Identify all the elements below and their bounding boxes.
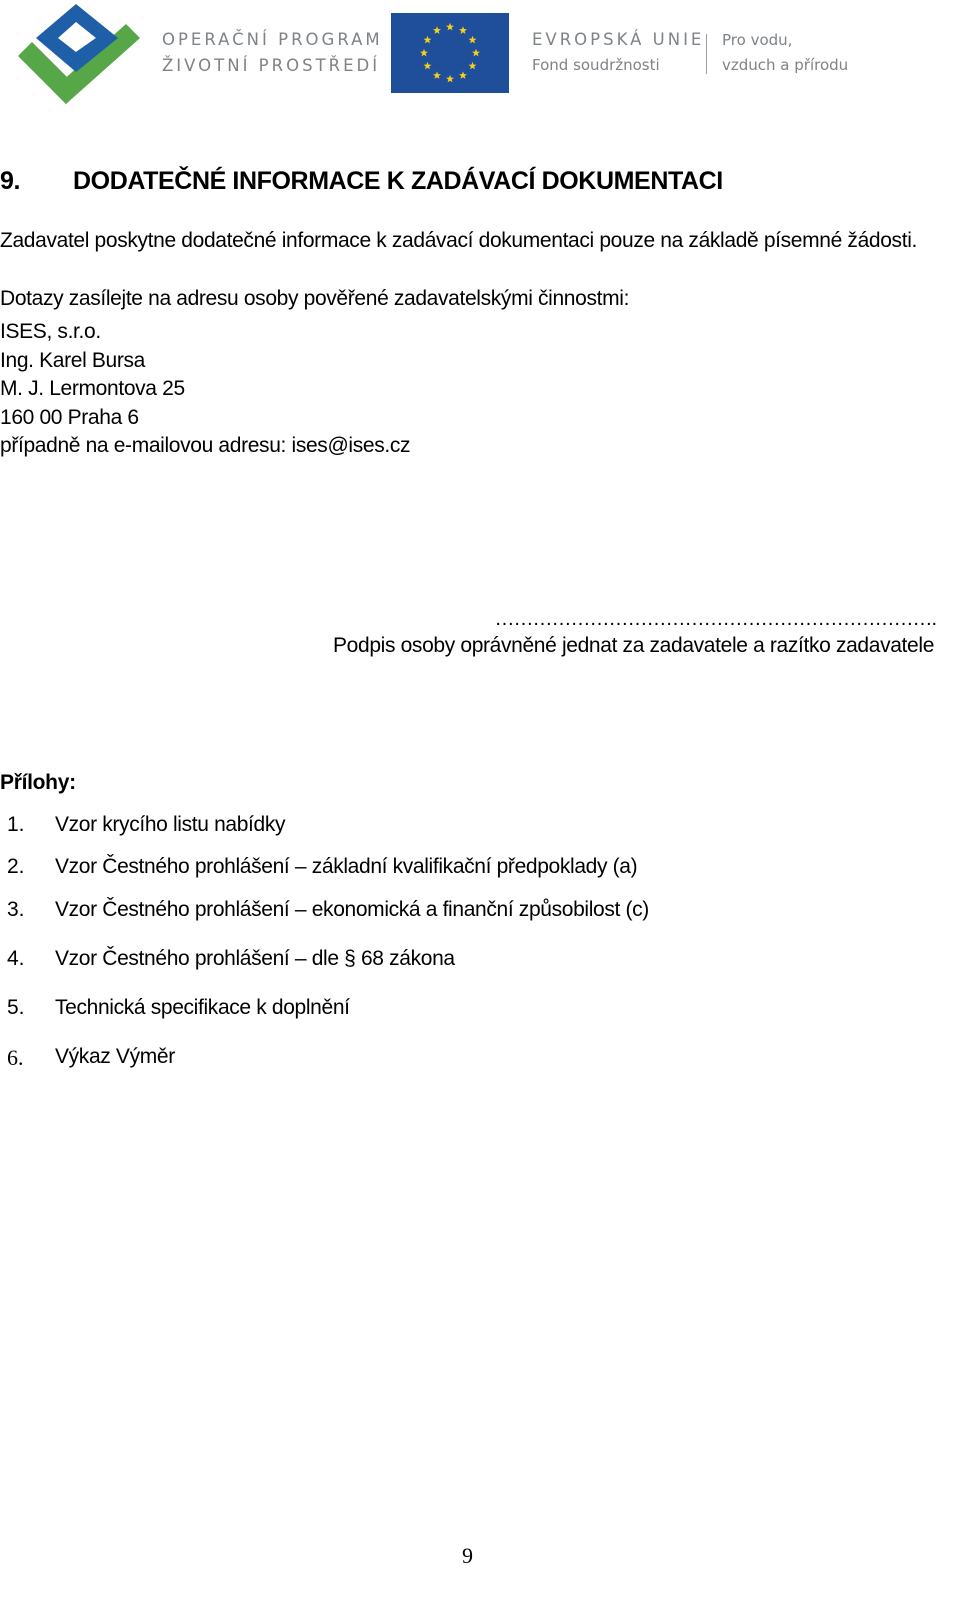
list-item-number: 5. <box>7 996 25 1019</box>
signature-caption: Podpis osoby oprávněné jednat za zadavatele a razítko zadavatele <box>333 634 935 657</box>
eu-flag-icon <box>391 13 509 93</box>
list-item: Vzor Čestného prohlášení – základní kvalifikační předpoklady (a) <box>55 855 638 878</box>
section-title: DODATEČNÉ INFORMACE K ZADÁVACÍ DOKUMENTACI <box>73 167 723 195</box>
list-item-number: 3. <box>7 898 25 921</box>
opzp-logo-icon <box>14 4 144 104</box>
list-item: Vzor Čestného prohlášení – ekonomická a finanční způsobilost (c) <box>55 898 649 921</box>
intro-paragraph: Zadavatel poskytne dodatečné informace k zadávací dokumentaci pouze na základě písemné žádosti. <box>0 229 917 252</box>
contact-person: Ing. Karel Bursa <box>0 349 145 372</box>
contact-lead: Dotazy zasílejte na adresu osoby pověřené zadavatelskými činnostmi: <box>0 287 630 310</box>
eu-title: EVROPSKÁ UNIE <box>532 30 705 49</box>
section-number: 9. <box>0 167 21 195</box>
opzp-name-line2: ŽIVOTNÍ PROSTŘEDÍ <box>162 56 381 75</box>
motto-line2: vzduch a přírodu <box>722 56 849 74</box>
list-item: Vzor Čestného prohlášení – dle § 68 zákona <box>55 947 455 970</box>
list-item-number: 6. <box>7 1045 24 1070</box>
eu-fund: Fond soudržnosti <box>532 56 660 74</box>
list-item: Vzor krycího listu nabídky <box>55 813 286 836</box>
contact-city: 160 00 Praha 6 <box>0 406 139 429</box>
contact-email-line: případně na e-mailovou adresu: ises@ises.cz <box>0 434 411 457</box>
list-item-number: 1. <box>7 813 25 836</box>
page-number: 9 <box>462 1543 473 1568</box>
contact-company: ISES, s.r.o. <box>0 320 101 343</box>
list-item: Výkaz Výměr <box>55 1045 175 1068</box>
contact-street: M. J. Lermontova 25 <box>0 377 185 400</box>
signature-line: ……………………………………………………………. <box>494 608 936 630</box>
list-item-number: 2. <box>7 855 25 878</box>
list-item: Technická specifikace k doplnění <box>55 996 350 1019</box>
motto-line1: Pro vodu, <box>722 31 793 49</box>
attachments-title: Přílohy: <box>0 771 76 794</box>
list-item-number: 4. <box>7 947 25 970</box>
opzp-name-line1: OPERAČNÍ PROGRAM <box>162 30 383 49</box>
header-divider <box>706 34 707 74</box>
